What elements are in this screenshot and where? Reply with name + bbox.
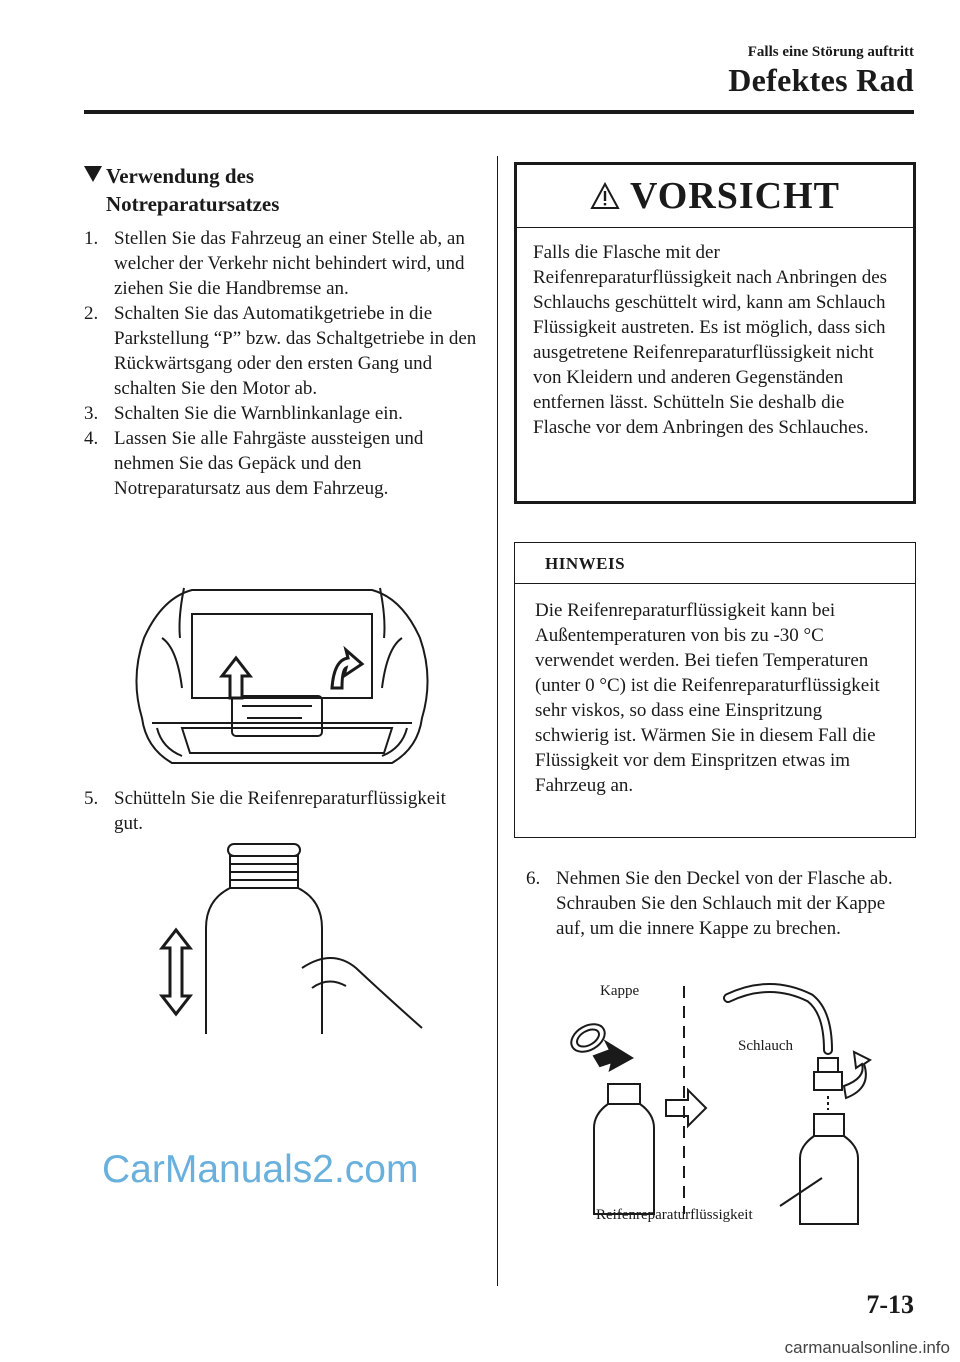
step-number: 5. [84,788,99,809]
site-footer: carmanualsonline.info [784,1338,950,1357]
caution-box [514,162,916,504]
step-text: Schütteln Sie die Reifenreparaturflüssigkeit gut. [114,788,446,834]
caution-text: Falls die Flasche mit der Reifenreparaturflüssigkeit nach Anbringen des Schlauchs geschüttelt wird, kann am Schlauch Flüssigkeit austreten. Es ist möglich, dass sich ausgetretene Reifenreparaturflüssigkeit nicht von Kleidern und anderen Gegenständen entfernen lässt. Schütteln Sie deshalb die Flasche vor dem Anbringen des Schlauches. [533,242,888,438]
watermark-text: CarManuals2.com [102,1148,419,1191]
step-6 [526,866,906,941]
step-number: 3. [84,403,99,424]
trunk-illustration [122,578,442,778]
step-6-block [526,866,906,941]
caution-title: VORSICHT [630,175,840,217]
hose-label: Schlauch [738,1038,793,1054]
step-text: Lassen Sie alle Fahrgäste aussteigen und nehmen Sie das Gepäck und den Notreparatursatz aus dem Fahrzeug. [114,428,424,499]
page-number: 7-13 [866,1290,914,1319]
note-box [514,542,916,838]
steps-list [84,226,479,501]
step-number: 6. [526,868,541,889]
step-number: 2. [84,303,99,324]
triangle-marker-icon [84,166,102,182]
step-2 [84,301,479,401]
heading-line-2: Notreparatursatzes [106,192,280,216]
fluid-label: Reifenreparaturflüssigkeit [596,1207,753,1223]
page-title: Defektes Rad [728,62,914,98]
column-divider [497,156,498,1286]
heading-line-1: Verwendung des [106,164,255,188]
header-rule [84,110,914,114]
step-text: Schalten Sie das Automatikgetriebe in die Parkstellung “P” bzw. das Schaltgetriebe in den Rückwärtsgang oder den ersten Gang und schalten Sie den Motor ab. [114,303,477,399]
warning-triangle-icon [590,182,620,210]
shake-bottle-illustration [132,838,432,1038]
step-1 [84,226,479,301]
cap-hose-illustration [560,978,900,1228]
note-text: Die Reifenreparaturflüssigkeit kann bei Außentemperaturen von bis zu -30 °C verwendet werden. Bei tiefen Temperaturen (unter 0 °C) ist die Reifenreparaturflüssigkeit sehr viskos, so dass eine Einspritzung schwierig ist. Wärmen Sie in diesem Fall die Flüssigkeit vor dem Einspritzen etwas im Fahrzeug an. [535,600,880,796]
section-header: Falls eine Störung auftritt [747,44,914,60]
caution-header [517,165,913,228]
step-text: Nehmen Sie den Deckel von der Flasche ab. Schrauben Sie den Schlauch mit der Kappe auf, um die innere Kappe zu brechen. [556,868,893,939]
step-4 [84,426,479,501]
note-title: HINWEIS [515,543,915,584]
step-number: 1. [84,228,99,249]
step-text: Stellen Sie das Fahrzeug an einer Stelle ab, an welcher der Verkehr nicht behindert wird, und ziehen Sie die Handbremse an. [114,228,465,299]
steps-list-5 [84,786,479,836]
step-3 [84,401,479,426]
cap-label: Kappe [600,983,640,999]
step-number: 4. [84,428,99,449]
step-5 [84,786,479,836]
step-text: Schalten Sie die Warnblinkanlage ein. [114,403,403,424]
section-heading [84,162,279,218]
